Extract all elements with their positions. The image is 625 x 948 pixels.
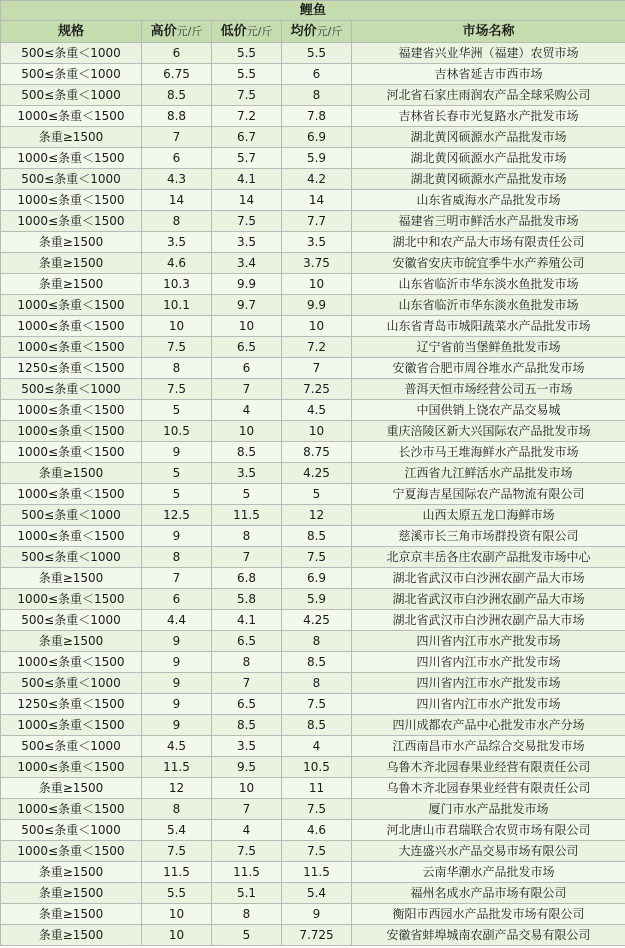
cell-market: 山东省威海水产品批发市场	[352, 190, 625, 211]
cell-high: 9	[142, 526, 212, 547]
cell-low: 7.2	[212, 106, 282, 127]
cell-high: 8	[142, 799, 212, 820]
cell-low: 8.5	[212, 715, 282, 736]
cell-avg: 9.9	[282, 295, 352, 316]
cell-avg: 10	[282, 316, 352, 337]
cell-high: 7	[142, 568, 212, 589]
table-row	[1, 358, 625, 379]
cell-spec: 1000≤条重＜1500	[1, 190, 142, 211]
cell-low: 9.5	[212, 757, 282, 778]
cell-low: 10	[212, 778, 282, 799]
header-high-unit: 元/斤	[176, 25, 203, 38]
cell-avg: 7.2	[282, 337, 352, 358]
table-row	[1, 904, 625, 925]
cell-market: 湖北省武汉市白沙洲农副产品大市场	[352, 589, 625, 610]
cell-spec: 条重≥1500	[1, 883, 142, 904]
header-high-label: 高价	[150, 24, 177, 39]
cell-low: 3.5	[212, 463, 282, 484]
cell-high: 8	[142, 211, 212, 232]
cell-avg: 7.5	[282, 694, 352, 715]
cell-avg: 12	[282, 505, 352, 526]
cell-avg: 7.725	[282, 925, 352, 946]
header-high	[142, 21, 212, 43]
cell-market: 安徽省合肥市周谷堆水产品批发市场	[352, 358, 625, 379]
cell-high: 5.4	[142, 820, 212, 841]
cell-market: 湖北黄冈硕源水产品批发市场	[352, 148, 625, 169]
cell-high: 11.5	[142, 757, 212, 778]
cell-spec: 条重≥1500	[1, 274, 142, 295]
cell-market: 厦门市水产品批发市场	[352, 799, 625, 820]
cell-high: 4.6	[142, 253, 212, 274]
cell-low: 7.5	[212, 85, 282, 106]
cell-avg: 5.5	[282, 43, 352, 64]
table-row	[1, 85, 625, 106]
cell-high: 5	[142, 400, 212, 421]
cell-high: 6	[142, 43, 212, 64]
cell-high: 8.5	[142, 85, 212, 106]
cell-market: 安徽省安庆市皖宜季牛水产养殖公司	[352, 253, 625, 274]
cell-high: 4.5	[142, 736, 212, 757]
cell-avg: 4.5	[282, 400, 352, 421]
table-row	[1, 799, 625, 820]
cell-low: 9.9	[212, 274, 282, 295]
cell-low: 3.5	[212, 736, 282, 757]
cell-spec: 500≤条重＜1000	[1, 673, 142, 694]
cell-spec: 条重≥1500	[1, 568, 142, 589]
cell-market: 四川省内江市水产批发市场	[352, 673, 625, 694]
cell-market: 普洱天恒市场经营公司五一市场	[352, 379, 625, 400]
cell-low: 7	[212, 799, 282, 820]
cell-market: 湖北黄冈硕源水产品批发市场	[352, 127, 625, 148]
title-row	[1, 1, 625, 21]
cell-avg: 7	[282, 358, 352, 379]
table-row	[1, 925, 625, 946]
header-avg-label: 均价	[290, 24, 317, 39]
cell-low: 5.1	[212, 883, 282, 904]
cell-low: 5.8	[212, 589, 282, 610]
cell-market: 北京京丰岳各庄农副产品批发市场中心	[352, 547, 625, 568]
cell-high: 6	[142, 589, 212, 610]
table-row	[1, 463, 625, 484]
cell-low: 8.5	[212, 442, 282, 463]
cell-market: 安徽省蚌埠城南农副产品交易有限公司	[352, 925, 625, 946]
cell-low: 5	[212, 484, 282, 505]
table-row	[1, 883, 625, 904]
cell-spec: 500≤条重＜1000	[1, 820, 142, 841]
cell-high: 5	[142, 484, 212, 505]
cell-high: 4.3	[142, 169, 212, 190]
cell-market: 福州名成水产品市场有限公司	[352, 883, 625, 904]
cell-high: 10.5	[142, 421, 212, 442]
table-row	[1, 337, 625, 358]
cell-market: 湖北黄冈硕源水产品批发市场	[352, 169, 625, 190]
table-row	[1, 568, 625, 589]
cell-high: 7.5	[142, 379, 212, 400]
table-row	[1, 232, 625, 253]
cell-avg: 8.5	[282, 652, 352, 673]
cell-high: 8	[142, 547, 212, 568]
table-row	[1, 547, 625, 568]
cell-market: 衡阳市西园水产品批发市场有限公司	[352, 904, 625, 925]
cell-high: 12	[142, 778, 212, 799]
cell-avg: 3.75	[282, 253, 352, 274]
cell-market: 河北省石家庄雨润农产品全球采购公司	[352, 85, 625, 106]
cell-avg: 7.7	[282, 211, 352, 232]
cell-market: 河北唐山市君瑞联合农贸市场有限公司	[352, 820, 625, 841]
table-row	[1, 862, 625, 883]
cell-market: 江西南昌市水产品综合交易批发市场	[352, 736, 625, 757]
cell-high: 10	[142, 904, 212, 925]
cell-avg: 4.6	[282, 820, 352, 841]
cell-high: 7	[142, 127, 212, 148]
cell-spec: 500≤条重＜1000	[1, 379, 142, 400]
header-low	[212, 21, 282, 43]
header-spec: 规格	[1, 21, 142, 43]
cell-high: 6	[142, 148, 212, 169]
table-body	[1, 43, 625, 946]
cell-market: 中国供销上饶农产品交易城	[352, 400, 625, 421]
cell-high: 10	[142, 925, 212, 946]
table-row	[1, 715, 625, 736]
cell-low: 11.5	[212, 505, 282, 526]
cell-spec: 500≤条重＜1000	[1, 736, 142, 757]
table-row	[1, 316, 625, 337]
cell-market: 四川省内江市水产批发市场	[352, 652, 625, 673]
table-row	[1, 127, 625, 148]
cell-spec: 1000≤条重＜1500	[1, 148, 142, 169]
cell-spec: 1000≤条重＜1500	[1, 400, 142, 421]
header-avg-unit: 元/斤	[316, 25, 343, 38]
cell-avg: 7.5	[282, 841, 352, 862]
cell-avg: 6	[282, 64, 352, 85]
cell-spec: 1000≤条重＜1500	[1, 211, 142, 232]
cell-low: 7	[212, 673, 282, 694]
cell-market: 山东省临沂市华东淡水鱼批发市场	[352, 274, 625, 295]
cell-high: 5	[142, 463, 212, 484]
cell-market: 山西太原五龙口海鲜市场	[352, 505, 625, 526]
cell-spec: 条重≥1500	[1, 232, 142, 253]
cell-spec: 1000≤条重＜1500	[1, 652, 142, 673]
cell-spec: 条重≥1500	[1, 253, 142, 274]
cell-spec: 1000≤条重＜1500	[1, 715, 142, 736]
cell-low: 10	[212, 316, 282, 337]
cell-avg: 7.5	[282, 799, 352, 820]
cell-avg: 6.9	[282, 568, 352, 589]
table-row	[1, 694, 625, 715]
table-row	[1, 505, 625, 526]
cell-high: 5.5	[142, 883, 212, 904]
cell-high: 7.5	[142, 841, 212, 862]
cell-high: 9	[142, 715, 212, 736]
cell-low: 4.1	[212, 610, 282, 631]
cell-low: 14	[212, 190, 282, 211]
cell-market: 湖北中和农产品大市场有限责任公司	[352, 232, 625, 253]
table-row	[1, 43, 625, 64]
cell-low: 10	[212, 421, 282, 442]
cell-high: 11.5	[142, 862, 212, 883]
cell-avg: 6.9	[282, 127, 352, 148]
cell-avg: 7.25	[282, 379, 352, 400]
table-row	[1, 148, 625, 169]
cell-spec: 条重≥1500	[1, 904, 142, 925]
cell-spec: 1000≤条重＜1500	[1, 295, 142, 316]
table-row	[1, 211, 625, 232]
table-row	[1, 379, 625, 400]
cell-spec: 1000≤条重＜1500	[1, 841, 142, 862]
header-row	[1, 21, 625, 43]
cell-low: 3.5	[212, 232, 282, 253]
cell-avg: 3.5	[282, 232, 352, 253]
cell-high: 9	[142, 442, 212, 463]
cell-low: 6.5	[212, 694, 282, 715]
cell-high: 14	[142, 190, 212, 211]
table-row	[1, 757, 625, 778]
cell-high: 9	[142, 673, 212, 694]
table-row	[1, 442, 625, 463]
cell-spec: 1000≤条重＜1500	[1, 337, 142, 358]
cell-low: 4	[212, 820, 282, 841]
cell-avg: 10	[282, 274, 352, 295]
table-row	[1, 841, 625, 862]
cell-spec: 500≤条重＜1000	[1, 169, 142, 190]
cell-spec: 1000≤条重＜1500	[1, 484, 142, 505]
table-row	[1, 400, 625, 421]
header-low-label: 低价	[220, 24, 247, 39]
cell-spec: 1000≤条重＜1500	[1, 442, 142, 463]
cell-avg: 5.9	[282, 589, 352, 610]
cell-low: 6.5	[212, 631, 282, 652]
cell-spec: 500≤条重＜1000	[1, 547, 142, 568]
table-row	[1, 253, 625, 274]
cell-low: 4.1	[212, 169, 282, 190]
cell-market: 慈溪市长三角市场群投资有限公司	[352, 526, 625, 547]
cell-market: 吉林省延吉市西市场	[352, 64, 625, 85]
cell-avg: 11.5	[282, 862, 352, 883]
cell-low: 5.5	[212, 64, 282, 85]
cell-market: 福建省三明市鲜活水产品批发市场	[352, 211, 625, 232]
cell-market: 云南华潮水产品批发市场	[352, 862, 625, 883]
cell-high: 9	[142, 694, 212, 715]
cell-spec: 500≤条重＜1000	[1, 85, 142, 106]
cell-high: 9	[142, 631, 212, 652]
cell-market: 四川成都农产品中心批发市水产分场	[352, 715, 625, 736]
cell-market: 山东省青岛市城阳蔬菜水产品批发市场	[352, 316, 625, 337]
table-row	[1, 421, 625, 442]
table-row	[1, 106, 625, 127]
cell-avg: 4	[282, 736, 352, 757]
cell-avg: 8	[282, 631, 352, 652]
cell-low: 4	[212, 400, 282, 421]
cell-high: 4.4	[142, 610, 212, 631]
table-row	[1, 610, 625, 631]
cell-spec: 500≤条重＜1000	[1, 610, 142, 631]
cell-market: 四川省内江市水产批发市场	[352, 631, 625, 652]
cell-spec: 1000≤条重＜1500	[1, 757, 142, 778]
table-row	[1, 778, 625, 799]
cell-spec: 条重≥1500	[1, 631, 142, 652]
cell-low: 8	[212, 526, 282, 547]
cell-avg: 8.5	[282, 526, 352, 547]
cell-market: 江西省九江鲜活水产品批发市场	[352, 463, 625, 484]
cell-avg: 5.9	[282, 148, 352, 169]
cell-market: 重庆涪陵区新大兴国际农产品批发市场	[352, 421, 625, 442]
header-low-unit: 元/斤	[246, 25, 273, 38]
table-row	[1, 673, 625, 694]
cell-avg: 4.2	[282, 169, 352, 190]
cell-low: 3.4	[212, 253, 282, 274]
cell-market: 湖北省武汉市白沙洲农副产品大市场	[352, 568, 625, 589]
cell-spec: 条重≥1500	[1, 778, 142, 799]
table-row	[1, 190, 625, 211]
cell-market: 宁夏海吉星国际农产品物流有限公司	[352, 484, 625, 505]
cell-avg: 11	[282, 778, 352, 799]
cell-market: 山东省临沂市华东淡水鱼批发市场	[352, 295, 625, 316]
cell-high: 8	[142, 358, 212, 379]
cell-spec: 条重≥1500	[1, 862, 142, 883]
cell-low: 9.7	[212, 295, 282, 316]
cell-high: 10.1	[142, 295, 212, 316]
cell-market: 乌鲁木齐北园春果业经营有限责任公司	[352, 778, 625, 799]
table-row	[1, 631, 625, 652]
cell-avg: 4.25	[282, 610, 352, 631]
cell-market: 长沙市马王堆海鲜水产品批发市场	[352, 442, 625, 463]
cell-low: 7	[212, 547, 282, 568]
cell-low: 6	[212, 358, 282, 379]
table-row	[1, 820, 625, 841]
table-row	[1, 295, 625, 316]
cell-low: 6.8	[212, 568, 282, 589]
cell-spec: 1000≤条重＜1500	[1, 106, 142, 127]
cell-high: 3.5	[142, 232, 212, 253]
cell-market: 湖北省武汉市白沙洲农副产品大市场	[352, 610, 625, 631]
cell-low: 8	[212, 652, 282, 673]
cell-high: 6.75	[142, 64, 212, 85]
table-row	[1, 169, 625, 190]
cell-spec: 1000≤条重＜1500	[1, 526, 142, 547]
table-row	[1, 274, 625, 295]
cell-spec: 1250≤条重＜1500	[1, 694, 142, 715]
cell-avg: 4.25	[282, 463, 352, 484]
table-row	[1, 736, 625, 757]
table-row	[1, 526, 625, 547]
cell-spec: 条重≥1500	[1, 925, 142, 946]
cell-avg: 5	[282, 484, 352, 505]
cell-low: 5.5	[212, 43, 282, 64]
cell-spec: 500≤条重＜1000	[1, 64, 142, 85]
cell-low: 5	[212, 925, 282, 946]
cell-avg: 14	[282, 190, 352, 211]
cell-market: 四川省内江市水产批发市场	[352, 694, 625, 715]
cell-avg: 7.5	[282, 547, 352, 568]
cell-spec: 1000≤条重＜1500	[1, 316, 142, 337]
cell-spec: 1000≤条重＜1500	[1, 421, 142, 442]
cell-market: 吉林省长春市光复路水产批发市场	[352, 106, 625, 127]
table-title: 鲤鱼	[1, 1, 625, 21]
cell-spec: 条重≥1500	[1, 463, 142, 484]
table-row	[1, 484, 625, 505]
cell-avg: 8.5	[282, 715, 352, 736]
cell-low: 8	[212, 904, 282, 925]
cell-spec: 1000≤条重＜1500	[1, 589, 142, 610]
cell-spec: 500≤条重＜1000	[1, 43, 142, 64]
cell-avg: 10	[282, 421, 352, 442]
cell-spec: 500≤条重＜1000	[1, 505, 142, 526]
table-row	[1, 589, 625, 610]
cell-avg: 8.75	[282, 442, 352, 463]
table-row	[1, 64, 625, 85]
table-row	[1, 652, 625, 673]
cell-low: 5.7	[212, 148, 282, 169]
cell-avg: 8	[282, 85, 352, 106]
cell-high: 10	[142, 316, 212, 337]
cell-market: 大连盛兴水产品交易市场有限公司	[352, 841, 625, 862]
cell-low: 7	[212, 379, 282, 400]
cell-high: 9	[142, 652, 212, 673]
cell-spec: 条重≥1500	[1, 127, 142, 148]
cell-high: 7.5	[142, 337, 212, 358]
cell-avg: 8	[282, 673, 352, 694]
cell-market: 辽宁省前当堡鲜鱼批发市场	[352, 337, 625, 358]
cell-spec: 1000≤条重＜1500	[1, 799, 142, 820]
cell-spec: 1250≤条重＜1500	[1, 358, 142, 379]
cell-avg: 9	[282, 904, 352, 925]
cell-market: 乌鲁木齐北园春果业经营有限责任公司	[352, 757, 625, 778]
cell-low: 11.5	[212, 862, 282, 883]
cell-low: 7.5	[212, 211, 282, 232]
cell-low: 6.5	[212, 337, 282, 358]
header-market: 市场名称	[352, 21, 625, 43]
cell-avg: 7.8	[282, 106, 352, 127]
cell-market: 福建省兴业华洲（福建）农贸市场	[352, 43, 625, 64]
cell-low: 6.7	[212, 127, 282, 148]
header-avg	[282, 21, 352, 43]
cell-avg: 5.4	[282, 883, 352, 904]
cell-low: 7.5	[212, 841, 282, 862]
cell-avg: 10.5	[282, 757, 352, 778]
cell-high: 12.5	[142, 505, 212, 526]
cell-high: 8.8	[142, 106, 212, 127]
cell-high: 10.3	[142, 274, 212, 295]
